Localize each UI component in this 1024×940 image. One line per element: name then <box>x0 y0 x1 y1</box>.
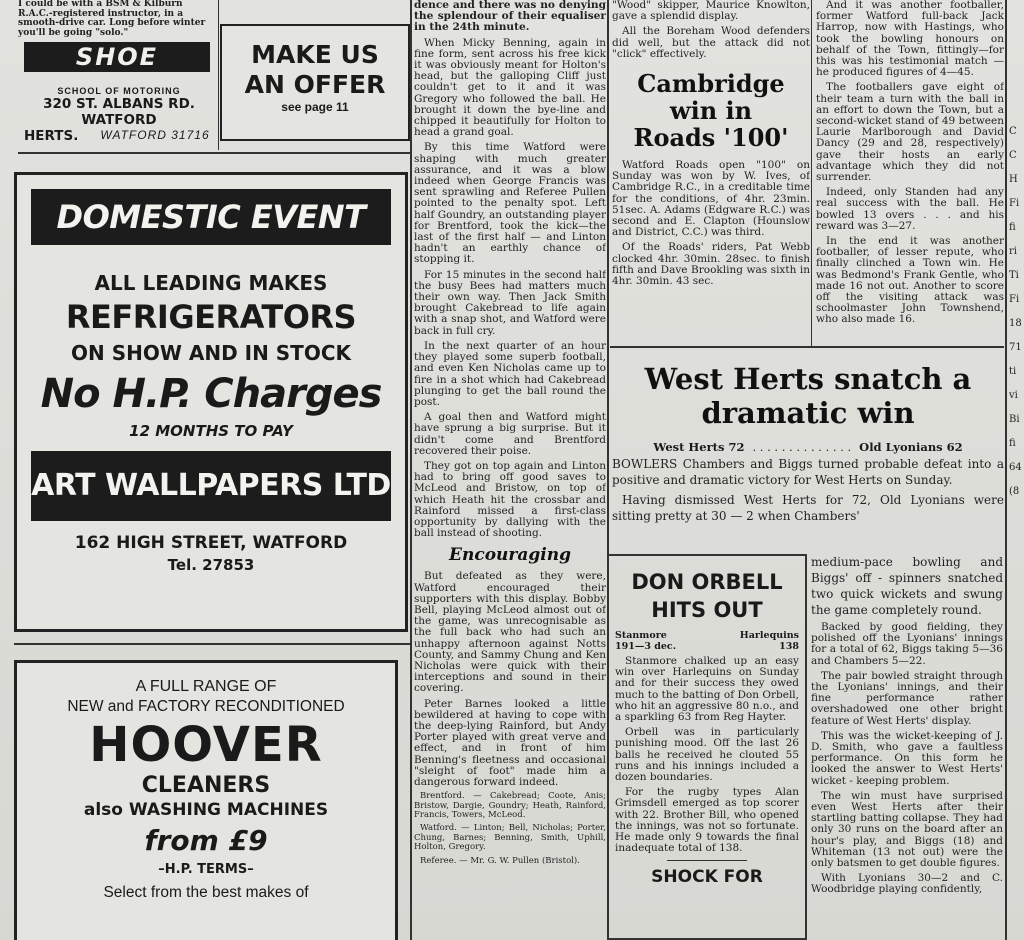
make-offer-ad: MAKE US AN OFFER see page 11 <box>220 24 410 141</box>
story-paragraph: And it was another footballer, former Watford full-back Jack Harrop, now with Hastings, who took the bowling honours on behalf of the Town, fittingly—for this was his testimonial match — he produced figures of 4—45. <box>816 0 1004 79</box>
don-orbell-headline: DON ORBELL <box>631 570 783 594</box>
shock-headline: SHOCK FOR <box>651 867 763 888</box>
report-paragraph: In the next quarter of an hour they played some superb football, and even Ken Nicholas came up to fire in a shot which had Cakebread plunging to get the ball round the post. <box>414 339 606 408</box>
text-fragment: 71 <box>1009 342 1022 353</box>
school-logo: SHOE <box>24 42 210 72</box>
don-orbell-story <box>607 554 807 940</box>
report-paragraph: For 15 minutes in the second half the busy Bees had matters much their own way. Then Jack Smith brought Cakebread to life again with a snap shot, and Watford were back in full cry. <box>414 268 606 337</box>
report-paragraph: When Micky Benning, again in fine form, sent across his free kick it was obviously meant for Holton's head, but the galloping Cliff just couldn't get to it and it was Gregory who followed the ball. He brought it down the bye-line and chipped it beautifully for Holton to head a grand goal. <box>414 36 606 139</box>
text-fragment: H <box>1009 174 1018 185</box>
text-fragment: Ti <box>1009 270 1019 281</box>
story-paragraph: Stanmore chalked up an easy win over Harlequins on Sunday and for their success they owed much to the batting of Don Orbell, who hit an aggressive 80 n.o., and a sparkling 63 from Reg Hayter. <box>615 655 799 724</box>
team-list: Brentford. — Cakebread; Coote, Anis; Bristow, Dargie, Goundry; Heath, Rainford, Francis, Towers, McLeod. <box>414 791 606 821</box>
text-fragment: ti <box>1009 366 1017 377</box>
hoover-ad: A FULL RANGE OF NEW and FACTORY RECONDITIONED HOOVER CLEANERS also WASHING MACHINES from £9 –H.P. TERMS– Select from the best makes of <box>14 660 398 940</box>
report-paragraph: But defeated as they were, Watford encouraged their supporters with this display. Bobby Bell, playing McLeod almost out of the game, was unrecognisable as the full back who had such an unhappy afternoon against Notts County, and Sammy Chung and Ken Nicholas were quick with their interceptions and sound in their covering. <box>414 570 606 695</box>
column-rule <box>1005 0 1007 940</box>
text-fragment: fi <box>1009 222 1016 233</box>
subheading: Encouraging <box>449 545 571 566</box>
text-fragment: Fi <box>1009 294 1020 305</box>
text-fragment: vi <box>1009 390 1018 401</box>
column-rule <box>410 0 412 940</box>
story-paragraph: medium-pace bowling and Biggs' off - spinners snatched two quick wickets and swung the game completely round. <box>811 555 1003 617</box>
story-paragraph: Orbell was in particularly punishing mood. Off the last 26 balls he received he clouted 55 runs and his innings included a dozen boundaries. <box>615 726 799 784</box>
report-paragraph: By this time Watford were shaping with much greater assurance, and it was a blow indeed when George Francis was sent sprawling and Referee Pullen pointed to the penalty spot. Left half Goundry, an outstanding player for Brentford, took the kick—the last of the first half — and Linton hadn't an earthly chance of stopping it. <box>414 141 606 266</box>
town-cricket-story <box>816 0 1004 346</box>
story-paragraph: Indeed, only Standen had any real success with the ball. He bowled 13 overs . . . and his reward was 3—27. <box>816 186 1004 232</box>
divider <box>667 860 747 861</box>
text-fragment: C <box>1009 150 1017 161</box>
cambridge-headline: win in <box>669 96 753 126</box>
fragment-list <box>1009 120 1024 504</box>
story-paragraph: All the Boreham Wood defenders did well, but the attack did not "click" effectively. <box>612 25 810 60</box>
story-paragraph: BOWLERS Chambers and Biggs turned probable defeat into a positive and dramatic victory for West Herts on Sunday. <box>612 457 1004 487</box>
team-list: Watford. — Linton; Bell, Nicholas; Porter, Chung, Barnes; Benning, Smith, Uphill, Holton, Gregory. <box>414 823 606 853</box>
report-paragraph: A goal then and Watford might have sprung a big surprise. But it didn't come and Brentford recovered their poise. <box>414 411 606 457</box>
score-line: West Herts 72 . . . . . . . . . . . . . . Old Lyonians 62 <box>653 440 963 454</box>
west-herts-headline: dramatic win <box>701 396 915 430</box>
story-paragraph: In the end it was another footballer, of lesser repute, who finally clinched a Town win. He was Bedmond's Frank Gentle, who made 16 not out. Another to score off the visiting attack was schoolmaster John Townshend, who also made 16. <box>816 235 1004 326</box>
cambridge-headline: Cambridge <box>637 69 785 99</box>
column-rule <box>218 0 219 150</box>
report-paragraph: They got on top again and Linton had to bring off good saves to McLeod and Bristow, on top of which Heath hit the crossbar and Rainford missed a first-class opportunity by dallying with the ball instead of shooting. <box>414 459 606 540</box>
score-line: Stanmore Harlequins <box>615 630 799 641</box>
text-fragment: Fi <box>1009 198 1020 209</box>
story-paragraph: For the rugby types Alan Grimsdell emerged as top scorer with 22. Brother Bill, who opened the innings, was not so fortunate. He made only 9 towards the final inadequate total of 138. <box>615 786 799 855</box>
story-paragraph: Of the Roads' riders, Pat Webb clocked 4hr. 30min. 28sec. to finish fifth and Dave Brookling was sixth in 4hr. 30min. 43 sec. <box>612 241 810 288</box>
story-paragraph: With Lyonians 30—2 and C. Woodbridge playing confidently, <box>811 872 1003 896</box>
story-paragraph: Watford Roads open "100" on Sunday was won by W. Ives, of Cambridge R.C., in a creditable time for the conditions, of 4hr. 23min. 51sec. A. Adams (Edgware R.C.) was second and E. Clapton (Hounslow and District, C.C.) was third. <box>612 159 810 239</box>
football-report <box>414 0 606 940</box>
west-herts-continued <box>811 554 1003 940</box>
story-paragraph: Having dismissed West Herts for 72, Old Lyonians were sitting pretty at 30 — 2 when Chambers' <box>612 493 1004 523</box>
text-fragment: 18 <box>1009 318 1022 329</box>
text-fragment: Bi <box>1009 414 1020 425</box>
cambridge-story <box>612 0 810 346</box>
text-fragment: fi <box>1009 438 1016 449</box>
section-rule <box>610 346 1004 348</box>
story-paragraph: The pair bowled straight through the Lyonians' innings, and their fine performance rather overshadowed one other bright feature of West Herts' display. <box>811 669 1003 727</box>
column-rule <box>811 0 812 346</box>
story-paragraph: This was the wicket-keeping of J. D. Smith, who gave a faultless performance. On this form he looked the answer to West Herts' wicket - keeping problem. <box>811 729 1003 787</box>
report-paragraph: Peter Barnes looked a little bewildered at having to cope with the deep-lying Rainford, but Andy Porter played with great verve and effect, and in front of him Benning's fleetness and occasional "sleight of foot" made him a dangerous forward indeed. <box>414 697 606 788</box>
story-paragraph: The win must have surprised even West Herts after their startling batting collapse. They had only 30 runs on the board after an hour's play, and Biggs (18) and Whiteman (13 not out) were the only batsmen to get double figures. <box>811 789 1003 870</box>
cambridge-headline: Roads '100' <box>633 123 789 153</box>
text-fragment: C <box>1009 126 1017 137</box>
driving-school-blurb: I could be with a BSM & Kilburn R.A.C.-registered instructor, in a smooth-drive car. Long before winter you'll be going "solo." <box>18 0 206 38</box>
school-address: SCHOOL OF MOTORING 320 ST. ALBANS RD. WATFORD HERTS. WATFORD 31716 <box>24 86 210 144</box>
domestic-event-ad: DOMESTIC EVENT ALL LEADING MAKES REFRIGERATORS ON SHOW AND IN STOCK No H.P. Charges 12 MONTHS TO PAY ART WALLPAPERS LTD 162 HIGH STREET, WATFORD Tel. 27853 <box>14 172 408 632</box>
west-herts-story <box>612 352 1004 552</box>
don-orbell-headline: HITS OUT <box>651 598 763 622</box>
text-fragment: 64 <box>1009 462 1022 473</box>
text-fragment: (8 <box>1009 486 1020 497</box>
score-line: 191—3 dec. 138 <box>615 641 799 652</box>
story-paragraph: "Wood" skipper, Maurice Knowlton, gave a splendid display. <box>612 0 810 23</box>
team-list: Referee. — Mr. G. W. Pullen (Bristol). <box>420 855 580 866</box>
report-paragraph: dence and there was no denying the splendour of their equaliser in the 24th minute. <box>414 0 606 34</box>
section-rule <box>14 643 410 645</box>
cropped-column <box>1009 120 1024 940</box>
story-paragraph: The footballers gave eight of their team a turn with the ball in an effort to down the Town, but a second-wicket stand of 49 between Laurie Marlborough and David Dancy (29 and 28, respectively) gave their hosts an early advantage which they did not surrender. <box>816 81 1004 184</box>
west-herts-headline: West Herts snatch a <box>644 362 972 396</box>
story-paragraph: Backed by good fielding, they polished off the Lyonians' innings for a total of 62, Biggs taking 5—36 and Chambers 5—22. <box>811 621 1003 667</box>
section-rule <box>18 152 410 154</box>
text-fragment: ri <box>1009 246 1017 257</box>
